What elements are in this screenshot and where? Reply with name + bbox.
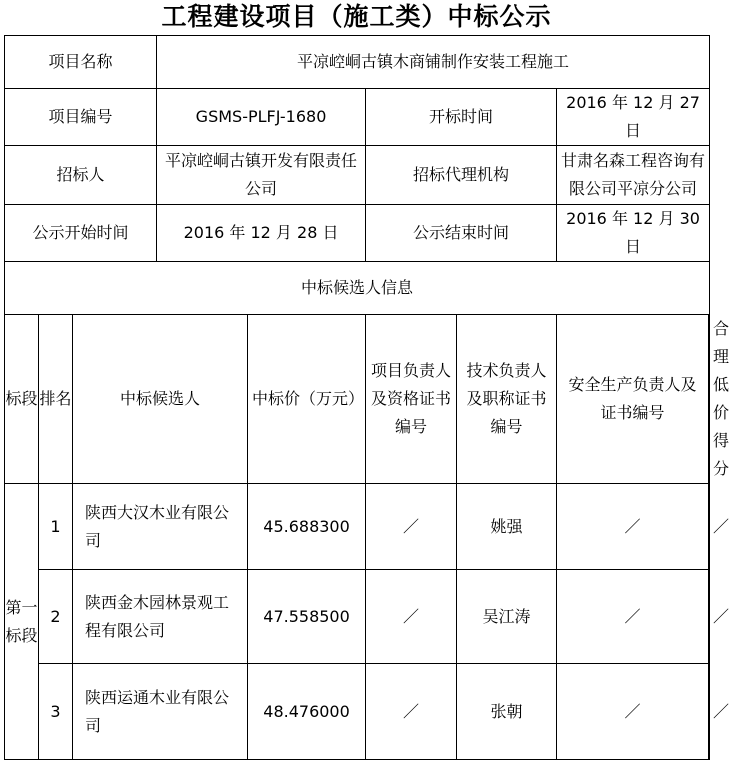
rank-cell: 2 — [39, 570, 73, 664]
project-name-value: 平凉崆峒古镇木商铺制作安装工程施工 — [157, 36, 710, 89]
publicity-end-label: 公示结束时间 — [366, 205, 557, 262]
table-row — [5, 570, 710, 664]
table-row — [5, 484, 710, 570]
tenderer-label: 招标人 — [5, 146, 157, 205]
tenderer-row — [5, 146, 710, 205]
rank-cell: 3 — [39, 664, 73, 760]
candidates-heading: 中标候选人信息 — [5, 262, 710, 315]
tenderer-value: 平凉崆峒古镇开发有限责任公司 — [157, 146, 366, 205]
tech-cell: 张朝 — [457, 664, 557, 760]
publicity-period-row — [5, 205, 710, 262]
safety-cell: ／ — [557, 570, 709, 664]
pm-cell: ／ — [366, 570, 457, 664]
header-candidate: 中标候选人 — [73, 315, 248, 484]
header-safety-manager: 安全生产负责人及证书编号 — [557, 315, 709, 484]
project-name-label: 项目名称 — [5, 36, 157, 89]
page-title: 工程建设项目（施工类）中标公示 — [161, 2, 552, 31]
pm-cell: ／ — [366, 664, 457, 760]
score-cell: ／ — [709, 570, 710, 664]
publicity-start-value: 2016 年 12 月 28 日 — [157, 205, 366, 262]
header-tech-manager: 技术负责人及职称证书编号 — [457, 315, 557, 484]
safety-cell: ／ — [557, 484, 709, 570]
price-cell: 48.476000 — [248, 664, 366, 760]
open-time-label: 开标时间 — [366, 89, 557, 146]
price-cell: 47.558500 — [248, 570, 366, 664]
header-section: 标段 — [5, 315, 39, 484]
header-low-price-score: 合理低价得分 — [709, 315, 710, 484]
bid-result-table — [4, 35, 729, 760]
open-time-value: 2016 年 12 月 27 日 — [557, 89, 710, 146]
project-name-row — [5, 36, 710, 89]
candidates-heading-row — [5, 262, 710, 315]
candidates-header-row — [5, 315, 710, 484]
section-name: 第一标段 — [5, 484, 39, 760]
tech-cell: 吴江涛 — [457, 570, 557, 664]
header-project-manager: 项目负责人及资格证书编号 — [366, 315, 457, 484]
table-row — [5, 664, 710, 760]
tech-cell: 姚强 — [457, 484, 557, 570]
pm-cell: ／ — [366, 484, 457, 570]
candidate-name: 陕西金木园林景观工程有限公司 — [73, 570, 248, 664]
rank-cell: 1 — [39, 484, 73, 570]
safety-cell: ／ — [557, 664, 709, 760]
header-rank: 排名 — [39, 315, 73, 484]
project-code-label: 项目编号 — [5, 89, 157, 146]
publicity-start-label: 公示开始时间 — [5, 205, 157, 262]
score-cell: ／ — [709, 484, 710, 570]
project-code-row — [5, 89, 710, 146]
header-price: 中标价（万元） — [248, 315, 366, 484]
agency-label: 招标代理机构 — [366, 146, 557, 205]
candidate-name: 陕西大汉木业有限公司 — [73, 484, 248, 570]
price-cell: 45.688300 — [248, 484, 366, 570]
project-code-value: GSMS-PLFJ-1680 — [157, 89, 366, 146]
candidate-name: 陕西运通木业有限公司 — [73, 664, 248, 760]
score-cell: ／ — [709, 664, 710, 760]
publicity-end-value: 2016 年 12 月 30 日 — [557, 205, 710, 262]
agency-value: 甘肃名森工程咨询有限公司平凉分公司 — [557, 146, 710, 205]
